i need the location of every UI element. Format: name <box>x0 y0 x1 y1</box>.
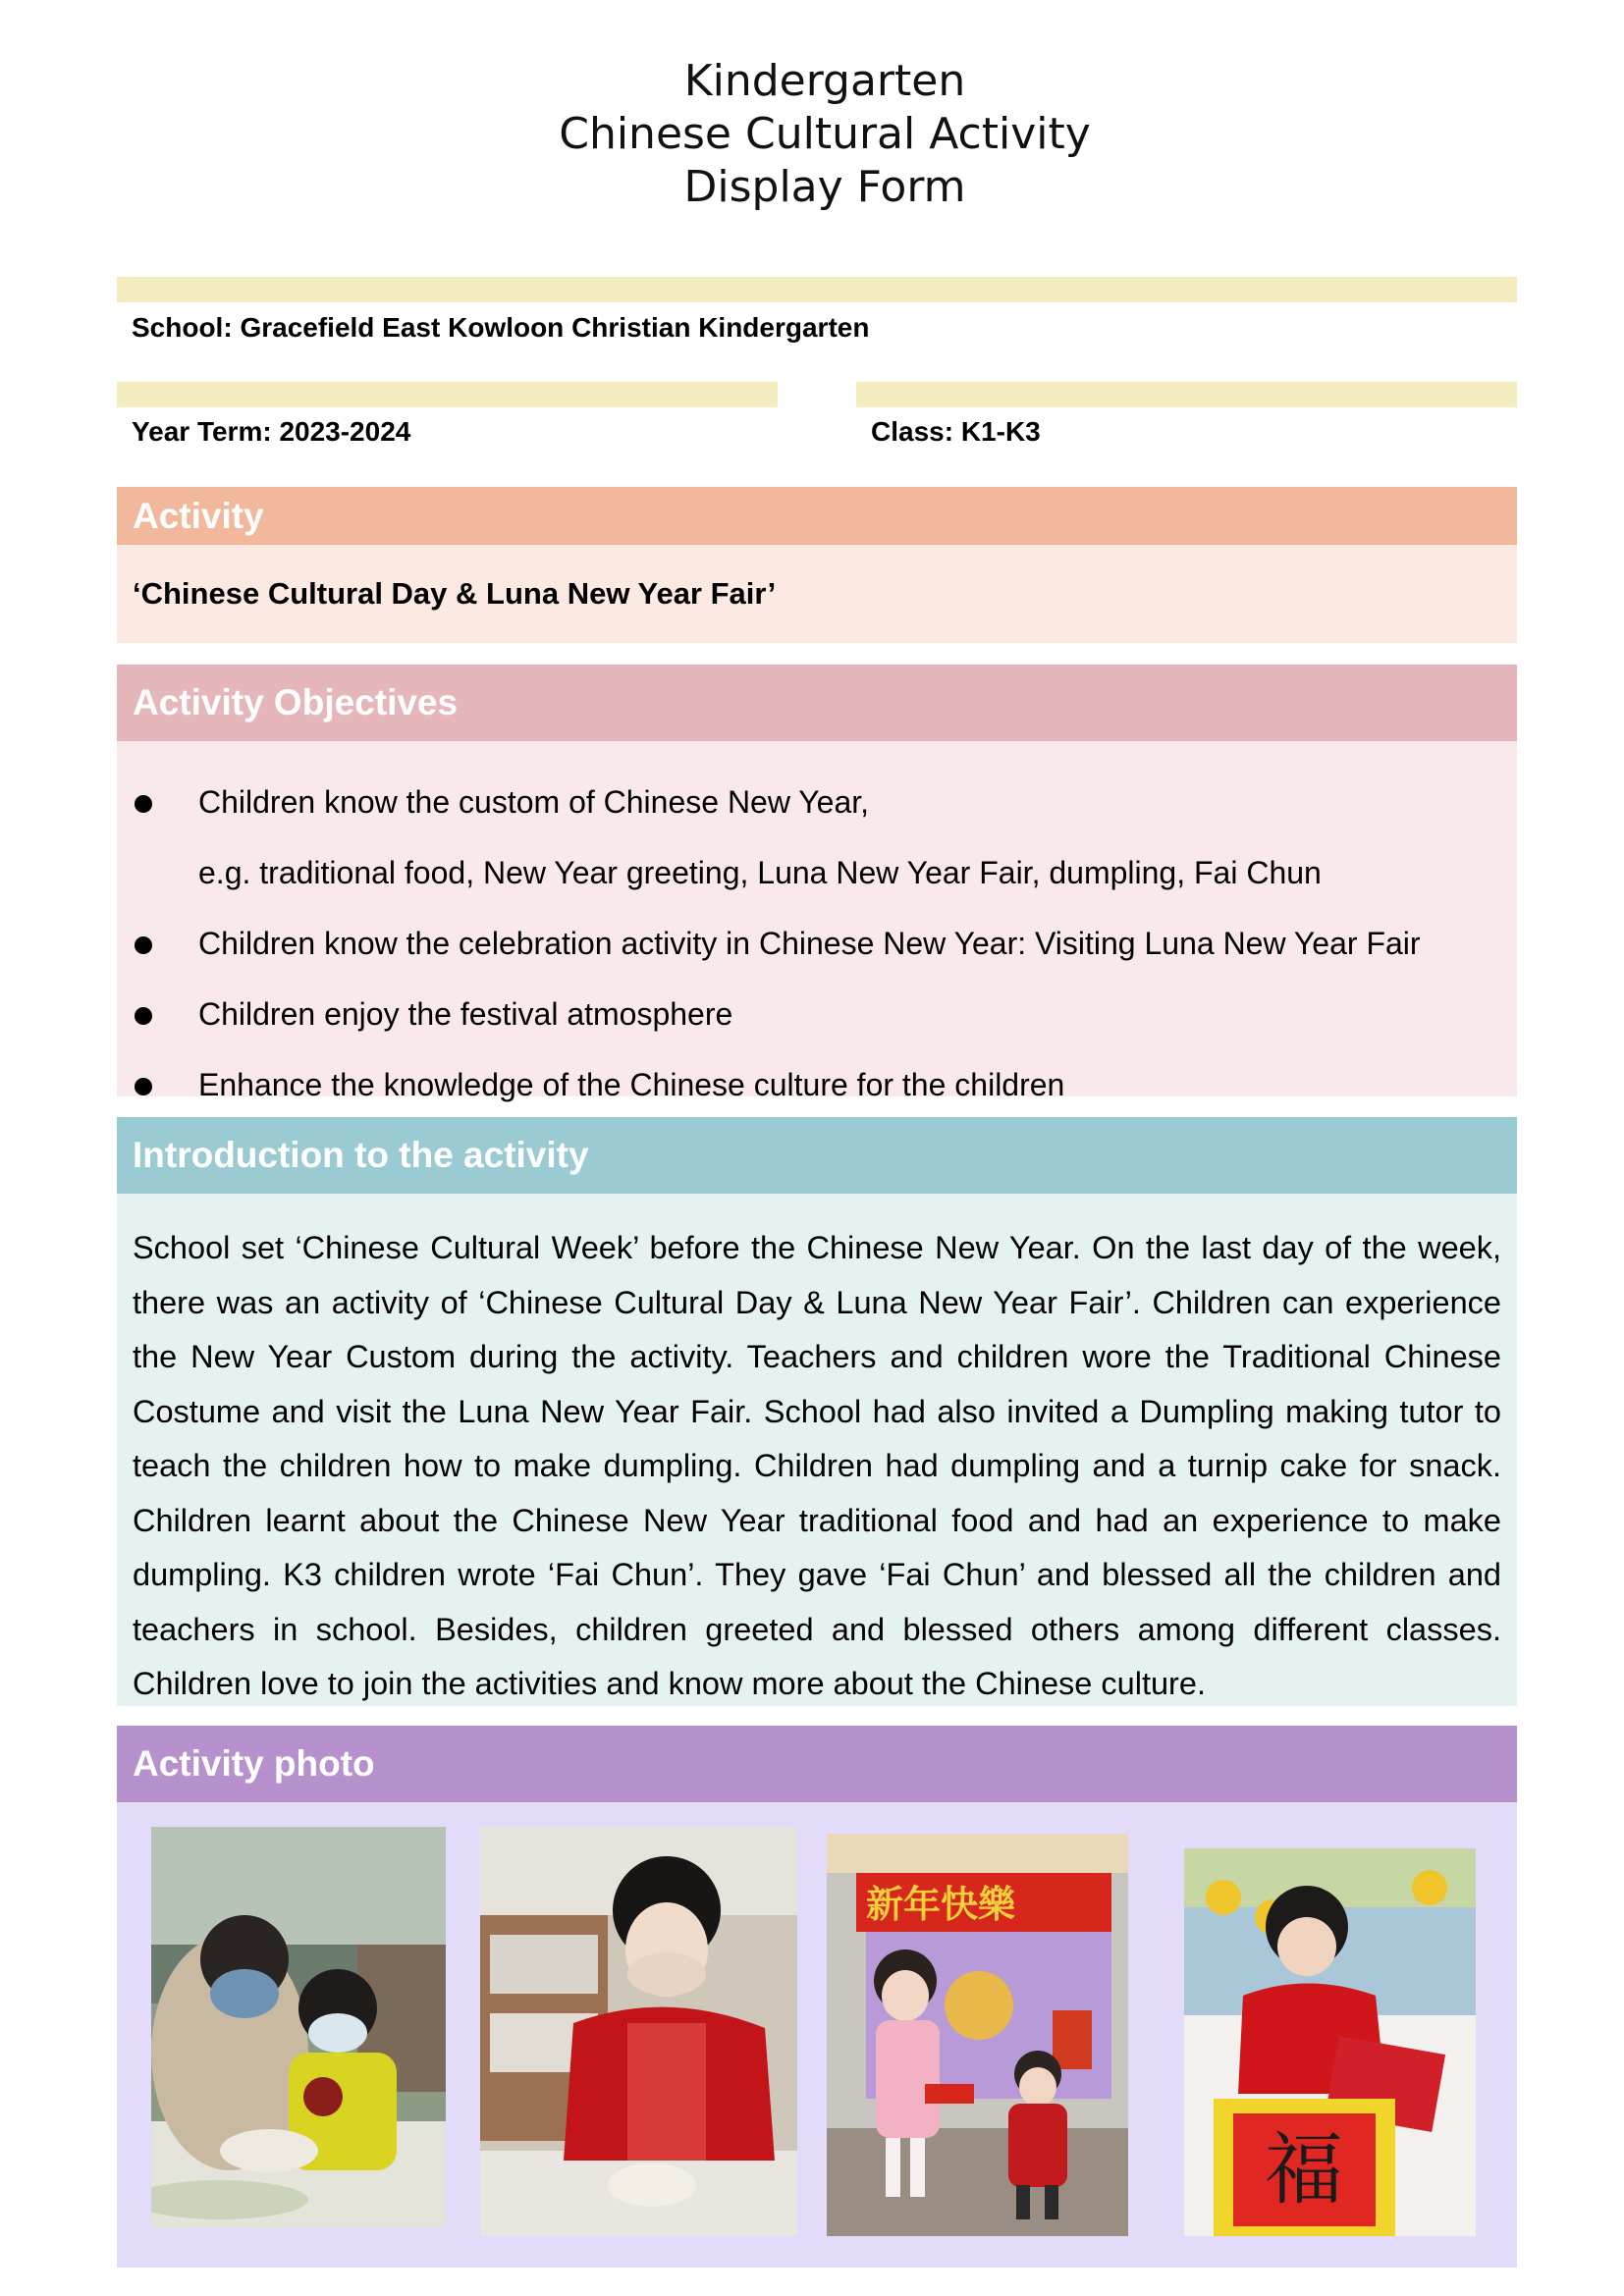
year-term-bar <box>117 382 778 407</box>
title-line-1: Kindergarten <box>683 56 966 106</box>
school-bar <box>117 277 1517 302</box>
introduction-panel <box>117 1194 1517 1706</box>
objectives-panel <box>117 741 1517 1102</box>
list-item: Children know the celebration activity in Chinese New Year: Visiting Luna New Year Fair <box>117 908 1517 979</box>
activity-photo-dumpling-tutor <box>151 1827 446 2228</box>
class-bar <box>856 382 1517 407</box>
bullet-icon <box>135 1007 152 1025</box>
activity-photo-boy-dumpling <box>480 1827 797 2236</box>
list-item: Children enjoy the festival atmosphere <box>117 979 1517 1049</box>
school-field: School: Gracefield East Kowloon Christian Kindergarten <box>132 312 870 343</box>
title-line-3: Display Form <box>683 162 966 212</box>
introduction-text: School set ‘Chinese Cultural Week’ before the Chinese New Year. On the last day of the week, there was an activity of ‘Chinese Cultural Day & Luna New Year Fair’. Children can experience the New Year Custom during the activity. Teachers and children wore the Traditional Chinese Costume and visit the Luna New Year Fair. School had also invited a Dumpling making tutor to teach the children how to make dumpling. Children had dumpling and a turnip cake for snack. Children learnt about the Chinese New Year traditional food and had an experience to make dumpling. K3 children wrote ‘Fai Chun’. They gave ‘Fai Chun’ and blessed all the children and teachers in school. Besides, children greeted and blessed others among different classes. Children love to join the activities and know more about the Chinese culture. <box>133 1230 1501 1701</box>
photo-header: Activity photo <box>117 1726 1517 1802</box>
list-item: e.g. traditional food, New Year greeting, Luna New Year Fair, dumpling, Fai Chun <box>198 855 1322 890</box>
activity-photo-new-year-greeting <box>827 1834 1128 2236</box>
year-term-field: Year Term: 2023-2024 <box>132 416 411 447</box>
activity-name: ‘Chinese Cultural Day & Luna New Year Fair’ <box>133 576 777 611</box>
banner-text: 新年快樂 <box>866 1883 1016 1926</box>
bullet-icon <box>135 795 152 813</box>
list-item: Enhance the knowledge of the Chinese culture for the children <box>117 1049 1517 1120</box>
bullet-icon <box>135 936 152 954</box>
list-item: Children know the custom of Chinese New Year, <box>117 767 1517 837</box>
objectives-list <box>117 767 1517 1120</box>
bullet-icon <box>135 1078 152 1095</box>
activity-panel <box>117 545 1517 643</box>
form-title <box>0 55 1624 214</box>
activity-header: Activity <box>117 487 1517 545</box>
activity-photo-fai-chun <box>1184 1848 1476 2236</box>
class-field: Class: K1-K3 <box>871 416 1041 447</box>
objectives-header: Activity Objectives <box>117 665 1517 741</box>
title-line-2: Chinese Cultural Activity <box>559 109 1091 159</box>
fai-chun-text: 福 <box>1265 2124 1343 2216</box>
introduction-header: Introduction to the activity <box>117 1117 1517 1194</box>
